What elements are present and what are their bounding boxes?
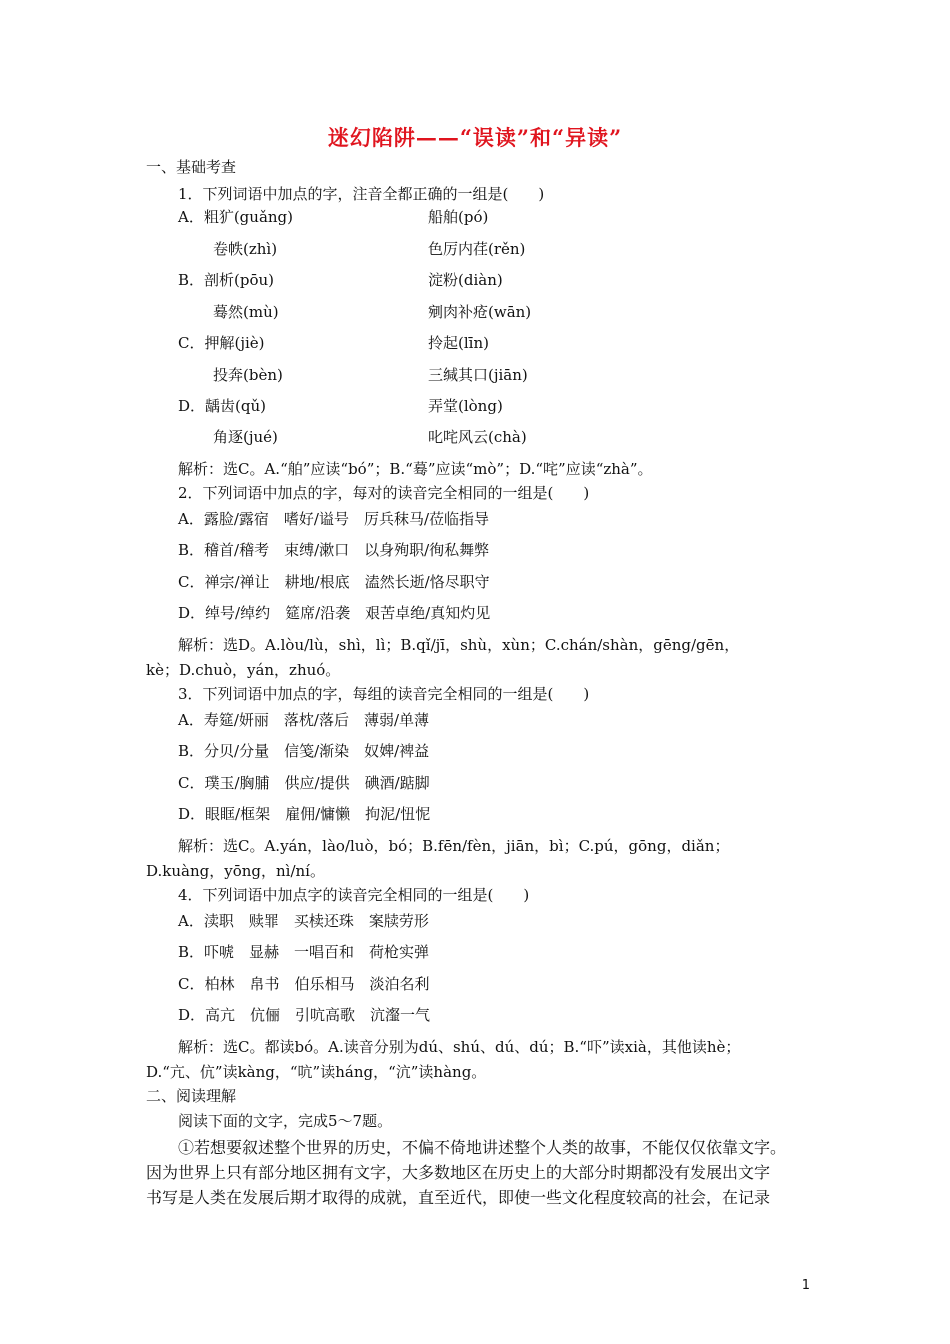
q1-option-a-left-2: 卷帙(zhì): [213, 240, 278, 258]
q4-option-d: D．高亢 伉俪 引吭高歌 沆瀣一气: [178, 1006, 431, 1024]
reading-paragraph-line-3: 书写是人类在发展后期才取得的成就，直至近代，即使一些文化程度较高的社会，在记录: [146, 1188, 771, 1207]
q2-analysis-line-1: 解析：选D。A.lòu/lù，shì，lì；B.qǐ/jī，shù，xùn；C.chán/shàn，gēng/gēn，: [178, 636, 740, 654]
q4-analysis-line-2: D.“亢、伉”读kàng，“吭”读háng，“沆”读hàng。: [146, 1063, 487, 1081]
q1-option-c-left-2: 投奔(bèn): [213, 366, 283, 384]
q1-option-a-right: 船舶(pó): [428, 208, 489, 226]
q3-analysis-line-1: 解析：选C。A.yán，lào/luò，bó；B.fēn/fèn，jiān，bì；C.pú，gōng，diǎn；: [178, 837, 730, 855]
q1-option-a-left: A．粗犷(guǎng): [178, 208, 294, 226]
q1-option-b-right-2: 剜肉补疮(wān): [428, 303, 532, 321]
question-3-stem: 3．下列词语中加点的字，每组的读音完全相同的一组是( ): [178, 685, 590, 703]
q2-option-d: D．绰号/绰约 筵席/沿袭 艰苦卓绝/真知灼见: [178, 604, 491, 622]
q1-option-b-left-2: 蓦然(mù): [213, 303, 279, 321]
q1-option-a-right-2: 色厉内荏(rěn): [428, 240, 526, 258]
q1-option-b-left: B．剖析(pōu): [178, 271, 275, 289]
q1-analysis: 解析：选C。A.“舶”应读“bó”；B.“蓦”应读“mò”；D.“咤”应读“zhà”。: [178, 460, 653, 478]
q3-option-c: C．璞玉/胸脯 供应/提供 碘酒/踮脚: [178, 774, 430, 792]
q2-option-c: C．禅宗/禅让 耕地/根底 溘然长逝/恪尽职守: [178, 573, 490, 591]
q4-option-b: B．吓唬 显赫 一唱百和 荷枪实弹: [178, 943, 430, 961]
q1-option-c-right: 拎起(līn): [428, 334, 489, 352]
reading-paragraph-line-2: 因为世界上只有部分地区拥有文字，大多数地区在历史上的大部分时期都没有发展出文字: [146, 1163, 771, 1182]
q1-option-d-left: D．龋齿(qǔ): [178, 397, 266, 415]
q3-analysis-line-2: D.kuàng，yōng，nì/ní。: [146, 862, 325, 880]
question-2-stem: 2．下列词语中加点的字，每对的读音完全相同的一组是( ): [178, 484, 590, 502]
q2-analysis-line-2: kè；D.chuò，yán，zhuó。: [146, 661, 341, 679]
q1-option-c-right-2: 三缄其口(jiān): [428, 366, 528, 384]
q2-option-b: B．稽首/稽考 束缚/漱口 以身殉职/徇私舞弊: [178, 541, 490, 559]
q1-option-d-left-2: 角逐(jué): [213, 428, 278, 446]
section-heading-basics: 一、基础考查: [146, 158, 237, 176]
question-1-stem: 1．下列词语中加点的字，注音全都正确的一组是( ): [178, 185, 545, 203]
reading-paragraph-line-1: ①若想要叙述整个世界的历史，不偏不倚地讲述整个人类的故事，不能仅仅依靠文字。: [178, 1138, 787, 1157]
page-title: 迷幻陷阱——“误读”和“异读”: [327, 125, 623, 150]
q4-option-a: A．渎职 赎罪 买椟还珠 案牍劳形: [178, 912, 429, 930]
q2-option-a: A．露脸/露宿 嗜好/谥号 厉兵秣马/莅临指导: [178, 510, 489, 528]
q1-option-d-right-2: 叱咤风云(chà): [428, 428, 527, 446]
question-4-stem: 4．下列词语中加点字的读音完全相同的一组是( ): [178, 886, 530, 904]
q3-option-d: D．眼眶/框架 雇佣/慵懒 拘泥/忸怩: [178, 805, 431, 823]
q4-analysis-line-1: 解析：选C。都读bó。A.读音分别为dú、shú、dú、dú；B.“吓”读xià，其他读hè；: [178, 1038, 741, 1056]
q3-option-a: A．寿筵/妍丽 落枕/落后 薄弱/单薄: [178, 711, 429, 729]
reading-instruction: 阅读下面的文字，完成5～7题。: [178, 1112, 393, 1130]
q1-option-d-right: 弄堂(lòng): [428, 397, 503, 415]
q1-option-c-left: C．押解(jiè): [178, 334, 265, 352]
q4-option-c: C．柏林 帛书 伯乐相马 淡泊名利: [178, 975, 430, 993]
section-heading-reading: 二、阅读理解: [146, 1087, 237, 1105]
q1-option-b-right: 淀粉(diàn): [428, 271, 503, 289]
page-number: 1: [801, 1278, 810, 1293]
q3-option-b: B．分贝/分量 信笺/渐染 奴婢/裨益: [178, 742, 430, 760]
